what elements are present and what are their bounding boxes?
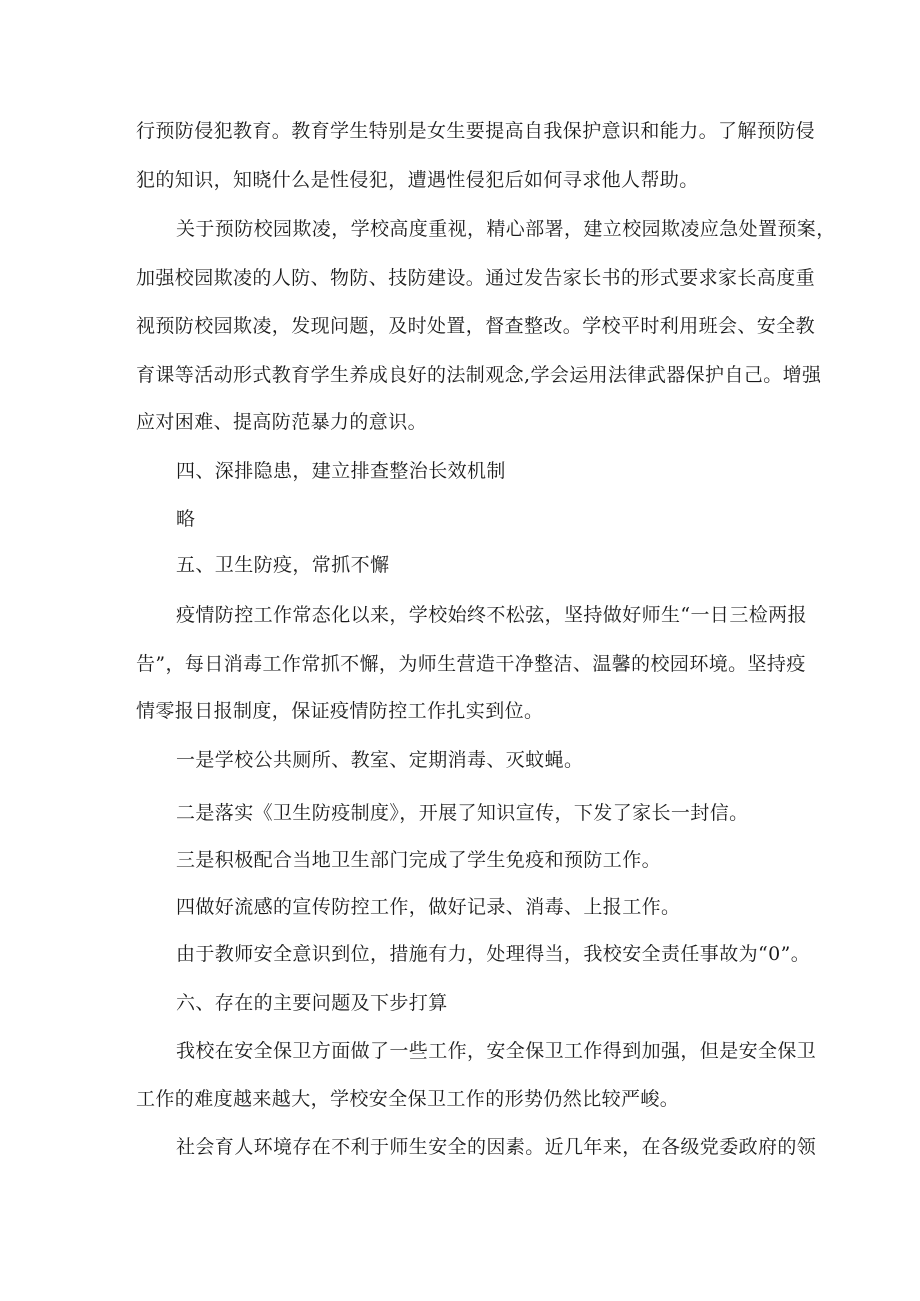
text-line: 三是积极配合当地卫生部门完成了学生免疫和预防工作。 <box>176 849 662 871</box>
text-line: 工作的难度越来越大，学校安全保卫工作的形势仍然比较严峻。 <box>136 1088 680 1110</box>
text-line: 育课等活动形式教育学生养成良好的法制观念,学会运用法律武器保护自己。增强 <box>136 364 822 386</box>
text-line: 犯的知识，知晓什么是性侵犯，遭遇性侵犯后如何寻求他人帮助。 <box>136 169 699 191</box>
text-line: 社会育人环境存在不利于师生安全的因素。近几年来，在各级党委政府的领 <box>176 1136 817 1158</box>
text-line: 二是落实《卫生防疫制度》，开展了知识宣传，下发了家长一封信。 <box>176 802 749 824</box>
text-line: 疫情防控工作常态化以来，学校始终不松弦，坚持做好师生“一日三检两报 <box>176 604 807 626</box>
section-heading: 六、存在的主要问题及下步打算 <box>176 992 448 1014</box>
text-line: 情零报日报制度，保证疫情防控工作扎实到位。 <box>136 700 544 722</box>
section-heading: 四、深排隐患，建立排查整治长效机制 <box>176 460 506 482</box>
text-line: 由于教师安全意识到位，措施有力，处理得当，我校安全责任事故为“0”。 <box>176 943 811 965</box>
text-line: 加强校园欺凌的人防、物防、技防建设。通过发告家长书的形式要求家长高度重 <box>136 267 816 289</box>
section-heading: 五、卫生防疫，常抓不懈 <box>176 554 390 576</box>
text-line: 一是学校公共厕所、教室、定期消毒、灭蚊蝇。 <box>176 749 584 771</box>
text-line: 告”，每日消毒工作常抓不懈，为师生营造干净整洁、温馨的校园环境。坚持疫 <box>136 653 806 675</box>
text-line: 行预防侵犯教育。教育学生特别是女生要提高自我保护意识和能力。了解预防侵 <box>136 120 816 142</box>
text-line: 四做好流感的宣传防控工作，做好记录、消毒、上报工作。 <box>176 896 681 918</box>
text-line: 关于预防校园欺凌，学校高度重视，精心部署，建立校园欺凌应急处置预案， <box>176 218 836 240</box>
text-line: 我校在安全保卫方面做了一些工作，安全保卫工作得到加强，但是安全保卫 <box>176 1040 817 1062</box>
text-line: 略 <box>176 508 196 530</box>
text-line: 视预防校园欺凌，发现问题，及时处置，督查整改。学校平时利用班会、安全教 <box>136 315 816 337</box>
text-line: 应对困难、提高防范暴力的意识。 <box>136 411 428 433</box>
